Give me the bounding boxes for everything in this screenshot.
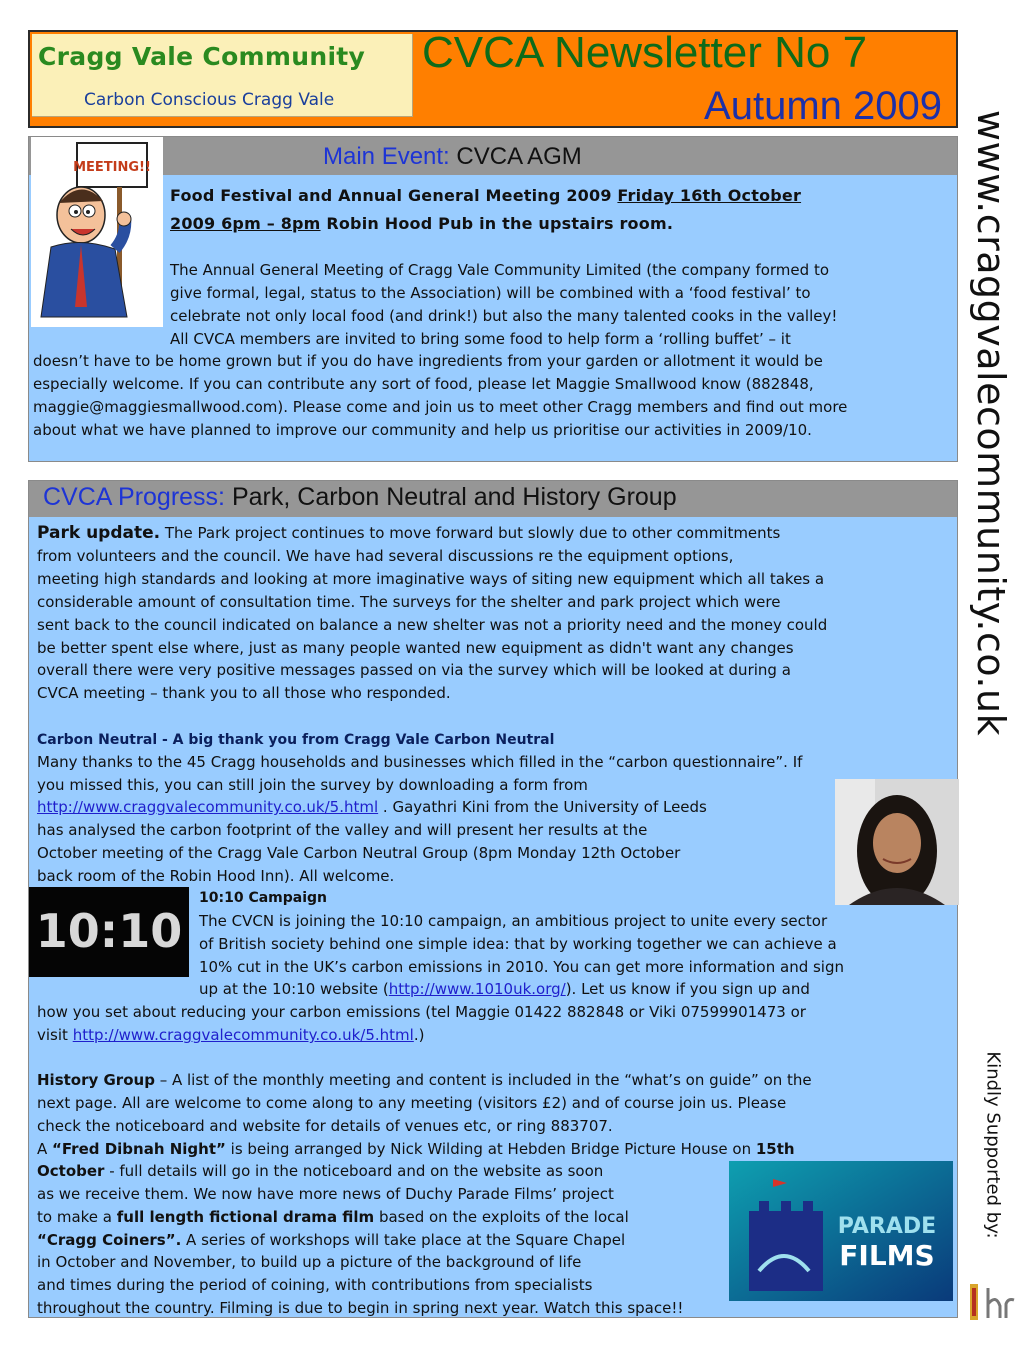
carbon-link-line [37, 796, 707, 819]
campaign-line: how you set about reducing your carbon emissions (tel Maggie 01422 882848 or Viki 07599901473 or [37, 1003, 806, 1021]
film-bold: full length fictional drama film [116, 1208, 375, 1226]
agm-lead-date: Friday 16th October [617, 186, 802, 205]
community-logo-box [32, 34, 413, 117]
park-update-title: Park update. [37, 523, 161, 543]
campaign-line4-start: up at the 10:10 website ( [199, 980, 389, 998]
website-side-label [958, 78, 1024, 768]
main-event-title: CVCA AGM [456, 143, 582, 170]
films-logo-text: FILMS [839, 1239, 935, 1272]
coiners-rest: A series of workshops will take place at the Square Chapel [181, 1231, 626, 1249]
park-first-line [37, 522, 780, 545]
carbon-neutral-title: Carbon Neutral - A big thank you from Cragg Vale Carbon Neutral [37, 732, 555, 748]
history-line: in October and November, to build up a picture of the background of life [37, 1253, 582, 1271]
fred-dibnah-line [37, 1138, 795, 1161]
newsletter-header [28, 30, 958, 128]
carbon-line: October meeting of the Cragg Vale Carbon Neutral Group (8pm Monday 12th October [37, 844, 681, 862]
history-first-text: – A list of the monthly meeting and content is included in the “what’s on guide” on the [154, 1071, 812, 1089]
park-line: CVCA meeting – thank you to all those who responded. [37, 684, 451, 702]
progress-title: Park, Carbon Neutral and History Group [231, 483, 677, 511]
campaign-title: 10:10 Campaign [199, 890, 328, 906]
park-line: considerable amount of consultation time. The surveys for the shelter and park project which were [37, 593, 781, 611]
agm-lead-line-1 [170, 184, 801, 207]
agm-body-line: especially welcome. If you can contribute any sort of food, please let Maggie Smallwood know (882848, [33, 375, 814, 393]
org-name: Cragg Vale Community [38, 42, 366, 71]
hr-sponsor-logo [966, 1282, 1016, 1322]
agm-body-line: about what we have planned to improve our community and help us prioritise our activities in 2009/10. [33, 421, 812, 439]
agm-lead-line-2 [170, 212, 673, 235]
fred-c: - full details will go in the noticeboard and on the website as soon [104, 1162, 604, 1180]
campaign-line: of British society behind one simple idea: that by working together we can achieve a [199, 935, 837, 953]
campaign-visit-end: .) [413, 1026, 425, 1044]
progress-panel [28, 480, 958, 1318]
agm-body-line: maggie@maggiesmallwood.com). Please come and join us to meet other Cragg members and find out more [33, 398, 848, 416]
agm-body-line: give formal, legal, status to the Association) will be combined with a ‘food festival’ to [170, 284, 811, 302]
logo-1010-text: 10:10 [35, 904, 183, 958]
newsletter-season: Autumn 2009 [704, 84, 942, 128]
carbon-survey-link[interactable]: http://www.craggvalecommunity.co.uk/5.html [37, 798, 379, 816]
history-line: throughout the country. Filming is due to begin in spring next year. Watch this space!! [37, 1299, 684, 1317]
meeting-sign-text: MEETING!! [73, 160, 151, 175]
campaign-1010-link[interactable]: http://www.1010uk.org/ [388, 980, 566, 998]
main-event-heading [323, 143, 582, 171]
film-line [37, 1206, 629, 1229]
carbon-line: Many thanks to the 45 Cragg households and businesses which filled in the “carbon questionnaire”. If [37, 753, 803, 771]
agm-lead-venue: Robin Hood Pub in the upstairs room. [320, 214, 674, 233]
org-tagline: Carbon Conscious Cragg Vale [84, 90, 335, 110]
fred-dibnah-title: “Fred Dibnah Night” [52, 1140, 226, 1158]
main-event-heading-bar [29, 137, 957, 175]
agm-lead-time: 2009 6pm – 8pm [170, 214, 321, 233]
main-event-label: Main Event: [323, 143, 450, 170]
campaign-1010-logo [29, 887, 189, 977]
history-first-line [37, 1069, 812, 1092]
history-line: next page. All are welcome to come along to any meeting (visitors £2) and of course join us. Please [37, 1094, 787, 1112]
campaign-site-link[interactable]: http://www.craggvalecommunity.co.uk/5.html [72, 1026, 414, 1044]
meeting-cartoon-image [31, 137, 163, 327]
progress-heading [43, 483, 677, 512]
progress-label: CVCA Progress: [43, 483, 226, 511]
fred-b: is being arranged by Nick Wilding at Hebden Bridge Picture House on [225, 1140, 756, 1158]
campaign-line: The CVCN is joining the 10:10 campaign, an ambitious project to unite every sector [199, 912, 828, 930]
park-line: overall there were very positive messages passed on via the survey which will be looked at during a [37, 661, 791, 679]
campaign-line4-end: ). Let us know if you sign up and [565, 980, 810, 998]
agm-body-line: doesn’t have to be home grown but if you do have ingredients from your garden or allotment it would be [33, 352, 823, 370]
main-event-panel [28, 136, 958, 462]
supported-side-label [968, 1010, 1018, 1280]
coiners-line [37, 1229, 625, 1252]
gayathri-photo [835, 779, 959, 905]
campaign-visit-line [37, 1024, 424, 1047]
history-line: as we receive them. We now have more news of Duchy Parade Films’ project [37, 1185, 614, 1203]
carbon-line: has analysed the carbon footprint of the valley and will present her results at the [37, 821, 648, 839]
park-line: meeting high standards and looking at more imaginative ways of siting new equipment which all takes a [37, 570, 825, 588]
park-line: sent back to the council indicated on balance a new shelter was not a priority need and the money could [37, 616, 828, 634]
film-b: based on the exploits of the local [374, 1208, 629, 1226]
agm-body-line: celebrate not only local food (and drink!) but also the many talented cooks in the valley! [170, 307, 838, 325]
carbon-line: you missed this, you can still join the survey by downloading a form from [37, 776, 588, 794]
parade-films-logo [729, 1161, 953, 1301]
fred-a: A [37, 1140, 53, 1158]
film-a: to make a [37, 1208, 117, 1226]
agm-body-line: All CVCA members are invited to bring some food to help form a ‘rolling buffet’ – it [170, 330, 791, 348]
park-first-text: The Park project continues to move forward but slowly due to other commitments [160, 524, 781, 542]
fred-date-month: October [37, 1162, 105, 1180]
history-line: check the noticeboard and website for details of venues etc, or ring 883707. [37, 1117, 613, 1135]
parade-logo-text: PARADE [837, 1214, 937, 1239]
campaign-line: 10% cut in the UK’s carbon emissions in 2010. You can get more information and sign [199, 958, 845, 976]
cragg-coiners-title: “Cragg Coiners”. [37, 1231, 182, 1249]
agm-lead-text-1: Food Festival and Annual General Meeting 2009 [170, 186, 618, 205]
agm-body-line: The Annual General Meeting of Cragg Vale Community Limited (the company formed to [170, 261, 829, 279]
campaign-visit-text: visit [37, 1026, 73, 1044]
history-group-title: History Group [37, 1071, 155, 1089]
carbon-line: back room of the Robin Hood Inn). All welcome. [37, 867, 395, 885]
campaign-link-line [199, 978, 810, 1001]
park-line: be better spent else where, just as many people wanted new equipment as didn't want any changes [37, 639, 794, 657]
newsletter-title: CVCA Newsletter No 7 [422, 28, 868, 77]
park-line: from volunteers and the council. We have had several discussions re the equipment options, [37, 547, 734, 565]
supported-by-text: Kindly Supported by: [982, 1051, 1004, 1239]
website-url-text: www.craggvalecommunity.co.uk [969, 109, 1013, 737]
fred-dibnah-line-2 [37, 1160, 603, 1183]
fred-date-day: 15th [755, 1140, 795, 1158]
carbon-after-link-text: . Gayathri Kini from the University of Leeds [378, 798, 707, 816]
progress-heading-bar [29, 481, 957, 517]
history-line: and times during the period of coining, with contributions from specialists [37, 1276, 593, 1294]
